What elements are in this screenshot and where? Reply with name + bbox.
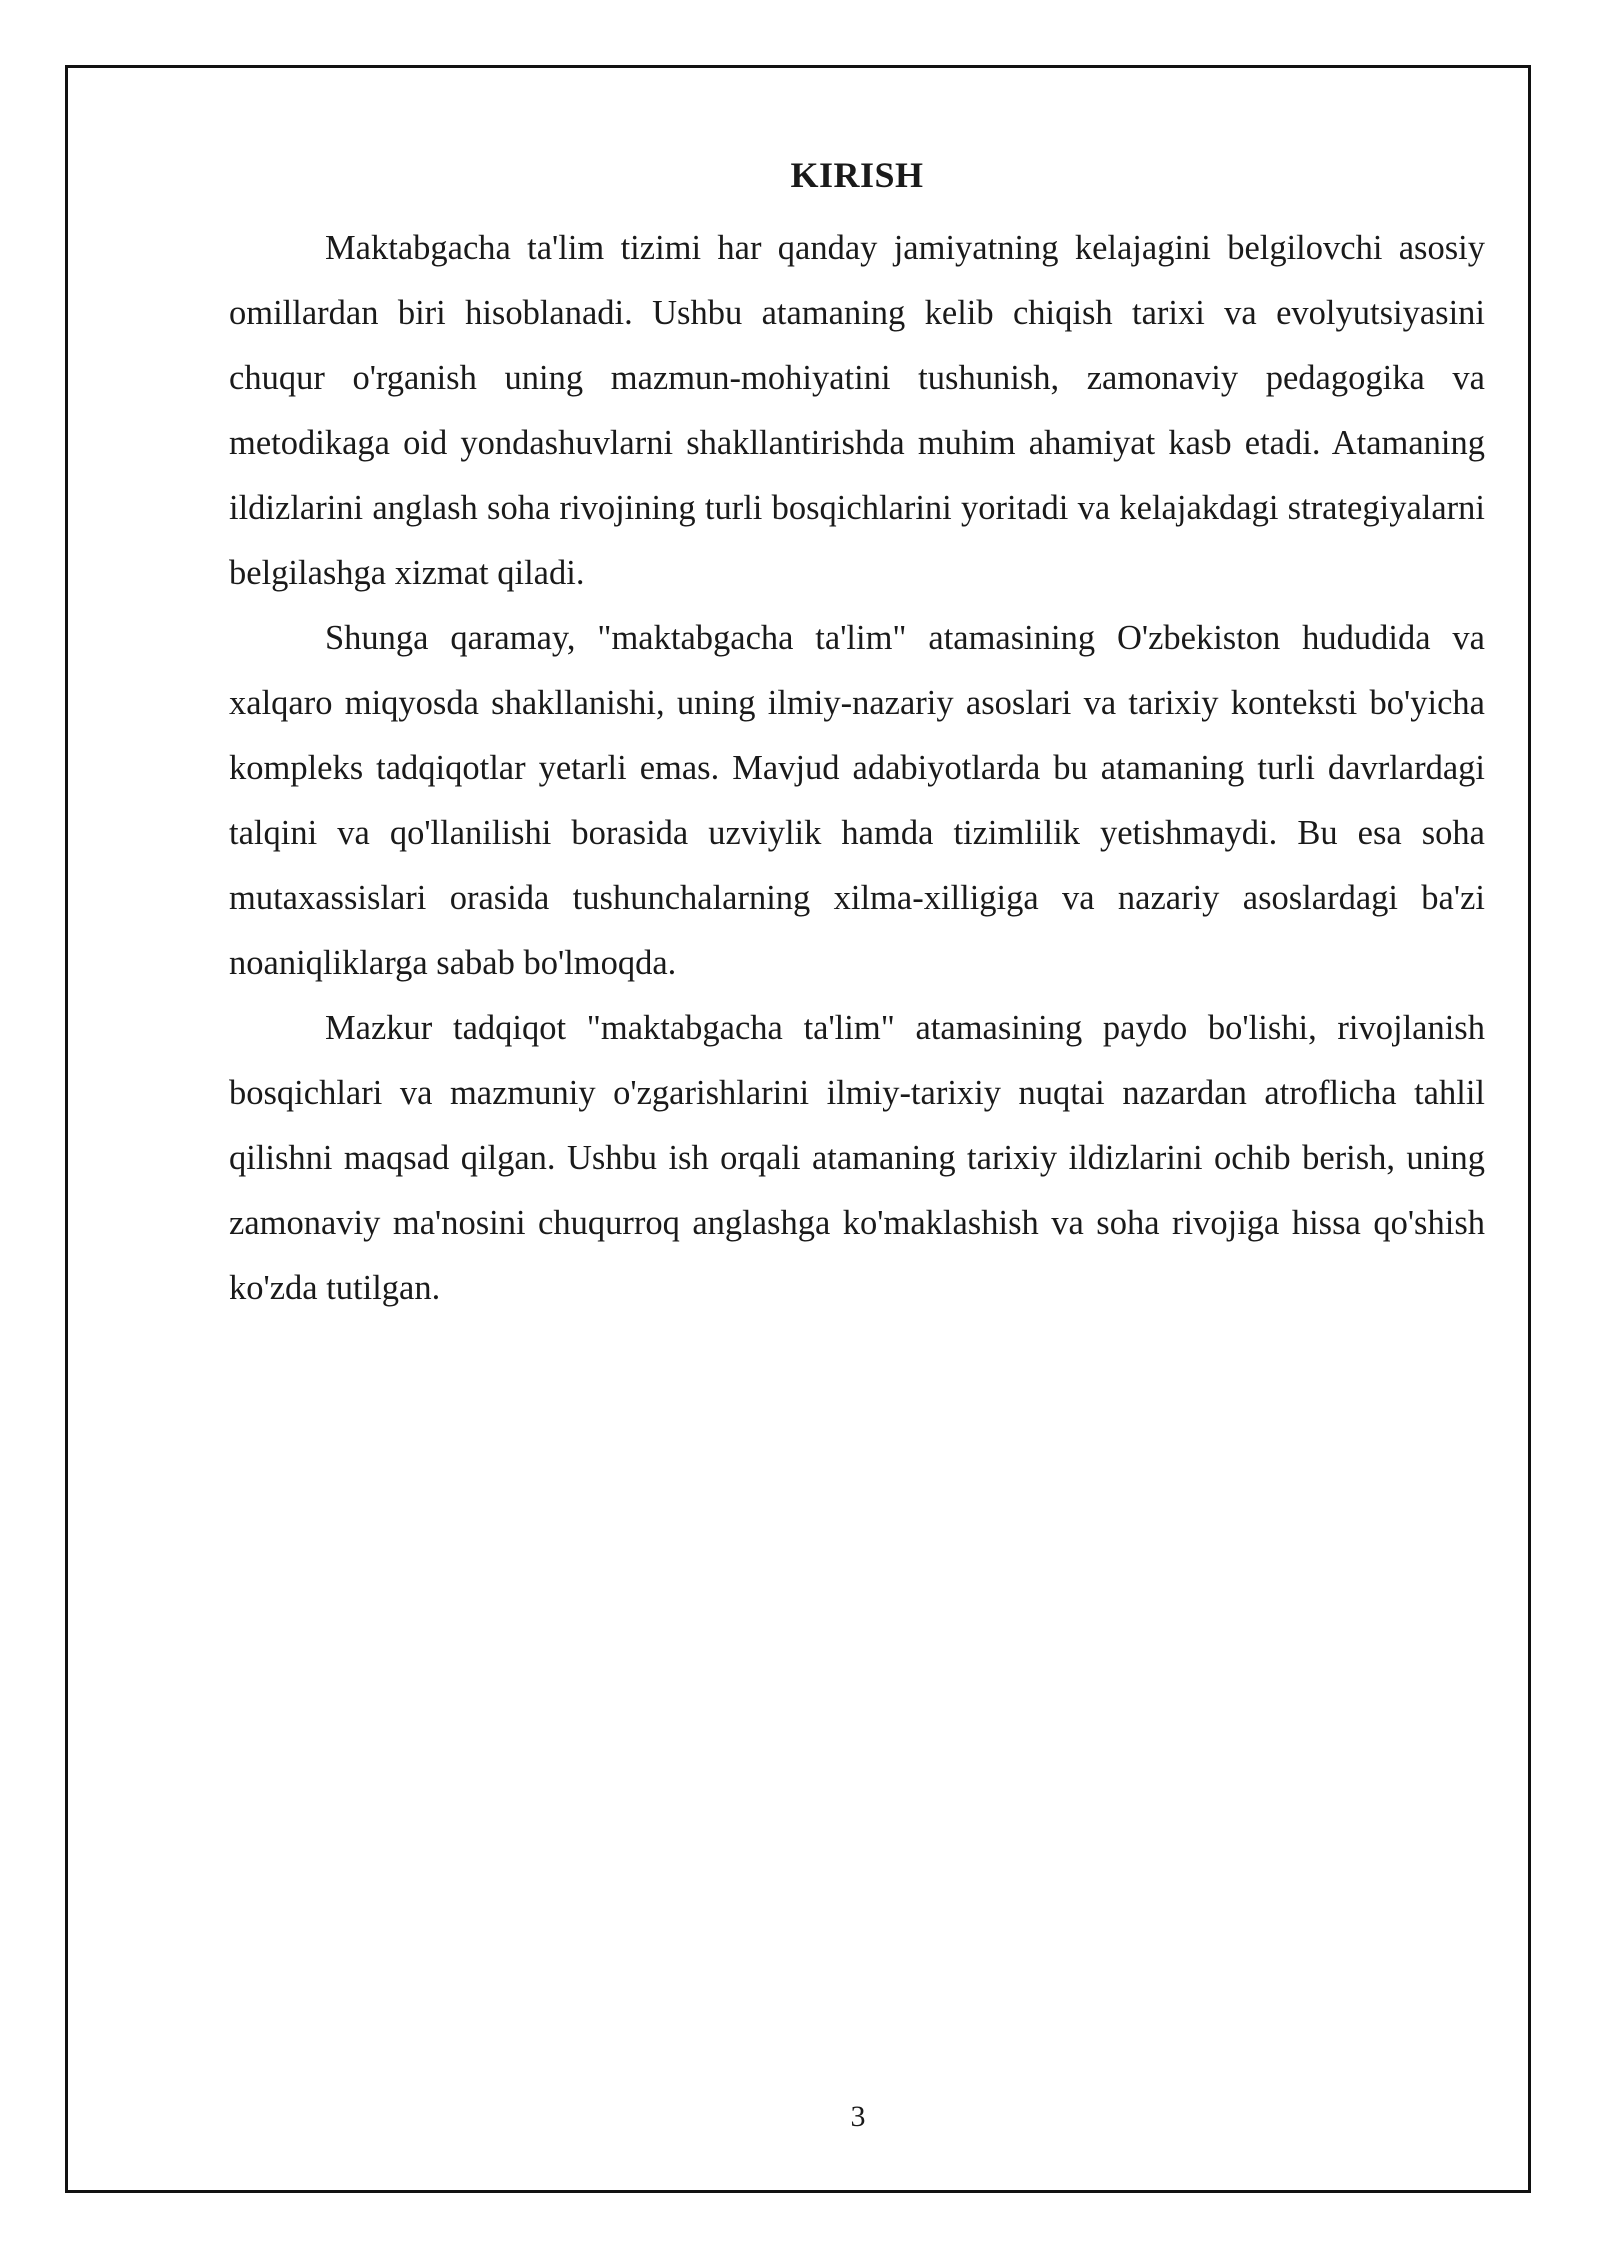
body-paragraph-1: Maktabgacha ta'lim tizimi har qanday jamiyatning kelajagini belgilovchi asosiy omillardan biri hisoblanadi. Ushbu atamaning kelib chiqish tarixi va evolyutsiyasini chuqur o'rganish uning mazmun-mohiyatini tushunish, zamonaviy pedagogika va metodikaga oid yondashuvlarni shakllantirishda muhim ahamiyat kasb etadi. Atamaning ildizlarini anglash soha rivojining turli bosqichlarini yoritadi va kelajakdagi strategiyalarni belgilashga xizmat qiladi. <box>229 229 1485 592</box>
body-paragraph-2: Shunga qaramay, "maktabgacha ta'lim" atamasining O'zbekiston hududida va xalqaro miqyosda shakllanishi, uning ilmiy-nazariy asoslari va tarixiy konteksti bo'yicha kompleks tadqiqotlar yetarli emas. Mavjud adabiyotlarda bu atamaning turli davrlardagi talqini va qo'llanilishi borasida uzviylik hamda tizimlilik yetishmaydi. Bu esa soha mutaxassislari orasida tushunchalarning xilma-xilligiga va nazariy asoslardagi ba'zi noaniqliklarga sabab bo'lmoqda. <box>229 619 1485 982</box>
page-title: KIRISH <box>790 155 924 195</box>
page-content <box>229 140 1485 1321</box>
page-number: 3 <box>850 2100 866 2133</box>
body-paragraph-3: Mazkur tadqiqot "maktabgacha ta'lim" atamasining paydo bo'lishi, rivojlanish bosqichlari va mazmuniy o'zgarishlarini ilmiy-tarixiy nuqtai nazardan atroflicha tahlil qilishni maqsad qilgan. Ushbu ish orqali atamaning tarixiy ildizlarini ochib berish, uning zamonaviy ma'nosini chuqurroq anglashga ko'maklashish va soha rivojiga hissa qo'shish ko'zda tutilgan. <box>229 1009 1485 1307</box>
